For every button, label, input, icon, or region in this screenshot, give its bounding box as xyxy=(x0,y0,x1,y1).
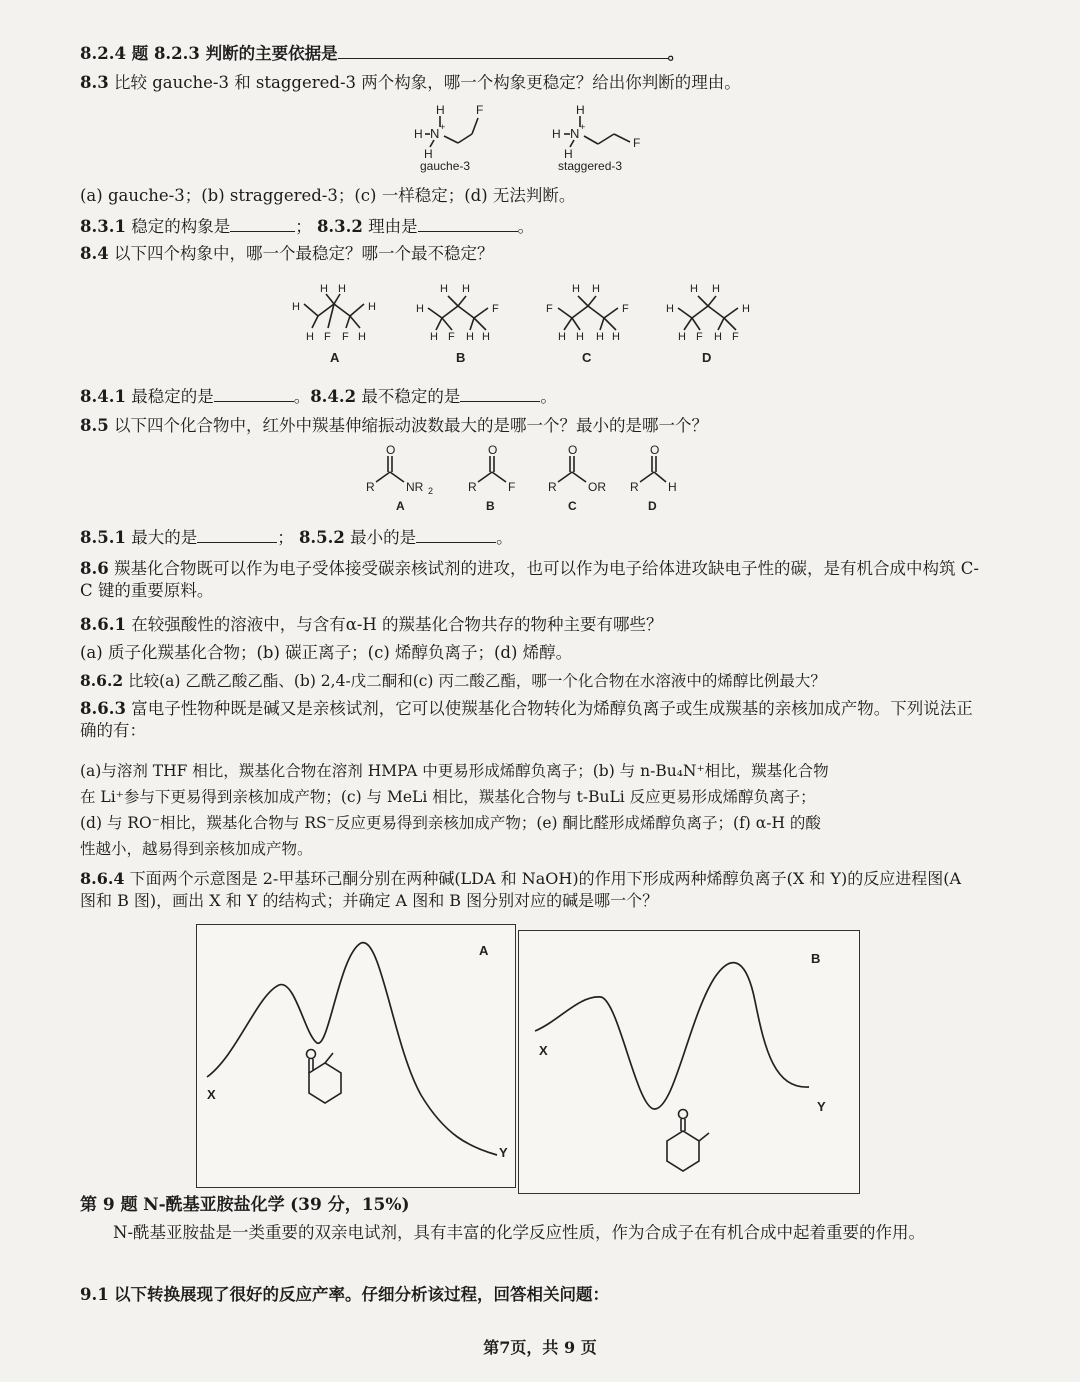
svg-text:2: 2 xyxy=(428,486,434,496)
compound-C-label: C xyxy=(568,499,577,513)
svg-text:F: F xyxy=(633,136,641,150)
answer-blank-8-5-1[interactable] xyxy=(197,526,277,543)
svg-text:N: N xyxy=(570,126,580,141)
question-8-4-1: 8.4.1 最稳定的是 。8.4.2 最不稳定的是 。 xyxy=(80,387,557,406)
conformer-structures xyxy=(400,100,670,180)
question-8-5-1: 8.5.1 最大的是 ； 8.5.2 最小的是 。 xyxy=(80,528,513,547)
option-8-6-3-line-4: 性越小，越易得到亲核加成产物。 xyxy=(80,840,313,858)
diagram-B-y-label: Y xyxy=(817,1099,826,1114)
svg-text:+: + xyxy=(440,122,446,132)
conformation-B xyxy=(416,283,499,343)
svg-text:H: H xyxy=(338,283,346,295)
svg-text:N: N xyxy=(430,126,440,141)
option-8-6-3-line-2: 在 Li⁺参与下更易得到亲核加成产物；(c) 与 MeLi 相比，羰基化合物与 t-BuLi 反应更易形成烯醇负离子； xyxy=(80,788,816,806)
methylcyclohexanone-A xyxy=(307,1050,342,1104)
diagram-A-x-label: X xyxy=(207,1087,216,1102)
svg-text:+: + xyxy=(580,122,586,132)
svg-text:H: H xyxy=(564,147,573,161)
question-9-title: 第 9 题 N-酰基亚胺盐化学 (39 分，15%) xyxy=(80,1195,410,1215)
question-8-4: 8.4 以下四个构象中，哪一个最稳定？哪一个最不稳定？ xyxy=(80,244,494,263)
options-8-3: (a) gauche-3；(b) straggered-3；(c) 一样稳定；(d) 无法判断。 xyxy=(80,186,576,205)
question-8-6-3: 8.6.3 富电子性物种既是碱又是亲核试剂，它可以使羰基化合物转化为烯醇负离子或生成羰基的亲核加成产物。下列说法正确的有： xyxy=(80,699,973,740)
svg-text:H: H xyxy=(714,331,722,343)
question-8-6-1: 8.6.1 在较强酸性的溶液中，与含有α-H 的羰基化合物共存的物种主要有哪些？ xyxy=(80,615,663,634)
svg-text:H: H xyxy=(572,283,580,295)
svg-text:H: H xyxy=(576,103,585,117)
page-footer: 第7页，共 9 页 xyxy=(483,1338,597,1357)
compound-C xyxy=(548,443,606,494)
reaction-diagram-B xyxy=(518,930,860,1194)
compound-D-label: D xyxy=(648,499,657,513)
question-8-3: 8.3 比较 gauche-3 和 staggered-3 两个构象，哪一个构象更稳定？给出你判断的理由。 xyxy=(80,73,741,92)
answer-blank-8-3-1[interactable] xyxy=(230,215,295,232)
svg-text:H: H xyxy=(358,331,366,343)
svg-text:F: F xyxy=(546,303,553,315)
svg-text:H: H xyxy=(414,127,423,141)
answer-blank-8-2-4[interactable] xyxy=(338,42,668,59)
svg-text:NR: NR xyxy=(406,480,424,494)
conformation-D-label: D xyxy=(702,350,712,365)
question-9-1: 9.1 以下转换展现了很好的反应产率。仔细分析该过程，回答相关问题： xyxy=(80,1285,609,1304)
svg-text:H: H xyxy=(320,283,328,295)
compound-B xyxy=(468,443,515,494)
diagram-B-x-label: X xyxy=(539,1043,548,1058)
svg-text:F: F xyxy=(622,303,629,315)
diagram-A-y-label: Y xyxy=(499,1145,508,1160)
conformation-D xyxy=(666,283,750,343)
question-8-6-4: 8.6.4 下面两个示意图是 2-甲基环己酮分别在两种碱(LDA 和 NaOH)的作用下形成两种烯醇负离子(X 和 Y)的反应进程图(A 图和 B 图)，画出 X 和 Y 的结构式；并确定 A 图和 B 图分别对应的碱是哪一个？ xyxy=(80,869,961,910)
svg-text:F: F xyxy=(492,303,499,315)
svg-text:H: H xyxy=(466,331,474,343)
gauche-3-structure xyxy=(414,103,483,161)
svg-text:H: H xyxy=(558,331,566,343)
svg-text:O: O xyxy=(386,443,396,457)
svg-text:H: H xyxy=(292,301,300,313)
conformation-structures xyxy=(290,278,770,373)
question-8-6: 8.6 羰基化合物既可以作为电子受体接受碳亲核试剂的进攻，也可以作为电子给体进攻缺电子性的碳，是有机合成中构筑 C-C 键的重要原料。 xyxy=(80,559,979,600)
answer-blank-8-3-2[interactable] xyxy=(418,215,518,232)
svg-text:F: F xyxy=(476,103,484,117)
conformation-A xyxy=(292,283,376,343)
svg-text:F: F xyxy=(696,331,703,343)
svg-text:R: R xyxy=(630,480,639,494)
svg-text:R: R xyxy=(548,480,557,494)
methylcyclohexanone-B xyxy=(667,1110,709,1172)
diagram-B-label: B xyxy=(811,951,821,966)
options-8-6-1: (a) 质子化羰基化合物；(b) 碳正离子；(c) 烯醇负离子；(d) 烯醇。 xyxy=(80,643,573,662)
svg-text:F: F xyxy=(732,331,739,343)
question-8-5: 8.5 以下四个化合物中，红外中羰基伸缩振动波数最大的是哪一个？最小的是哪一个？ xyxy=(80,416,708,435)
svg-text:F: F xyxy=(342,331,349,343)
compound-A-label: A xyxy=(396,499,405,513)
svg-text:F: F xyxy=(324,331,331,343)
compound-B-label: B xyxy=(486,499,495,513)
staggered-3-structure xyxy=(552,103,640,161)
svg-text:H: H xyxy=(712,283,720,295)
svg-text:H: H xyxy=(416,303,424,315)
svg-text:H: H xyxy=(666,303,674,315)
svg-text:H: H xyxy=(482,331,490,343)
answer-blank-8-4-2[interactable] xyxy=(460,385,540,402)
conformation-C xyxy=(546,283,629,343)
compound-A xyxy=(366,443,433,496)
svg-text:R: R xyxy=(366,480,375,494)
svg-text:H: H xyxy=(424,147,433,161)
svg-text:H: H xyxy=(436,103,445,117)
option-8-6-3-line-3: (d) 与 RO⁻相比，羰基化合物与 RS⁻反应更易得到亲核加成产物；(e) 酮比醛形成烯醇负离子；(f) α-H 的酸 xyxy=(80,814,821,832)
reaction-diagram-A xyxy=(196,924,516,1188)
svg-text:H: H xyxy=(306,331,314,343)
svg-text:O: O xyxy=(650,443,660,457)
conformation-B-label: B xyxy=(456,350,466,365)
answer-blank-8-4-1[interactable] xyxy=(214,385,294,402)
svg-text:R: R xyxy=(468,480,477,494)
question-8-6-2: 8.6.2 比较(a) 乙酰乙酸乙酯、(b) 2,4-戊二酮和(c) 丙二酸乙酯，哪一个化合物在水溶液中的烯醇比例最大？ xyxy=(80,671,826,690)
answer-blank-8-5-2[interactable] xyxy=(416,526,496,543)
svg-text:OR: OR xyxy=(588,480,606,494)
svg-text:F: F xyxy=(508,480,516,494)
option-8-6-3-line-1: (a)与溶剂 THF 相比，羰基化合物在溶剂 HMPA 中更易形成烯醇负离子；(b) 与 n-Bu₄N⁺相比，羰基化合物 xyxy=(80,762,829,780)
carbonyl-structures xyxy=(360,443,700,518)
svg-text:F: F xyxy=(448,331,455,343)
conformation-C-label: C xyxy=(582,350,592,365)
svg-text:H: H xyxy=(592,283,600,295)
gauche-3-label: gauche-3 xyxy=(420,159,471,173)
question-8-2-4: 8.2.4 题 8.2.3 判断的主要依据是 。 xyxy=(80,44,685,63)
svg-text:O: O xyxy=(488,443,498,457)
svg-text:H: H xyxy=(596,331,604,343)
diagram-A-label: A xyxy=(479,943,489,958)
svg-text:H: H xyxy=(368,301,376,313)
svg-text:H: H xyxy=(552,127,561,141)
question-8-3-1: 8.3.1 稳定的构象是 ； 8.3.2 理由是 。 xyxy=(80,217,535,236)
svg-text:H: H xyxy=(430,331,438,343)
compound-D xyxy=(630,443,677,494)
svg-text:O: O xyxy=(568,443,578,457)
svg-text:H: H xyxy=(440,283,448,295)
question-9-intro: N-酰基亚胺盐是一类重要的双亲电试剂，具有丰富的化学反应性质，作为合成子在有机合成中起着重要的作用。 xyxy=(113,1223,926,1242)
staggered-3-label: staggered-3 xyxy=(558,159,623,173)
svg-text:H: H xyxy=(462,283,470,295)
conformation-A-label: A xyxy=(330,350,340,365)
svg-text:H: H xyxy=(690,283,698,295)
svg-text:H: H xyxy=(742,303,750,315)
svg-text:H: H xyxy=(612,331,620,343)
svg-text:H: H xyxy=(668,480,677,494)
svg-text:H: H xyxy=(678,331,686,343)
svg-text:H: H xyxy=(576,331,584,343)
